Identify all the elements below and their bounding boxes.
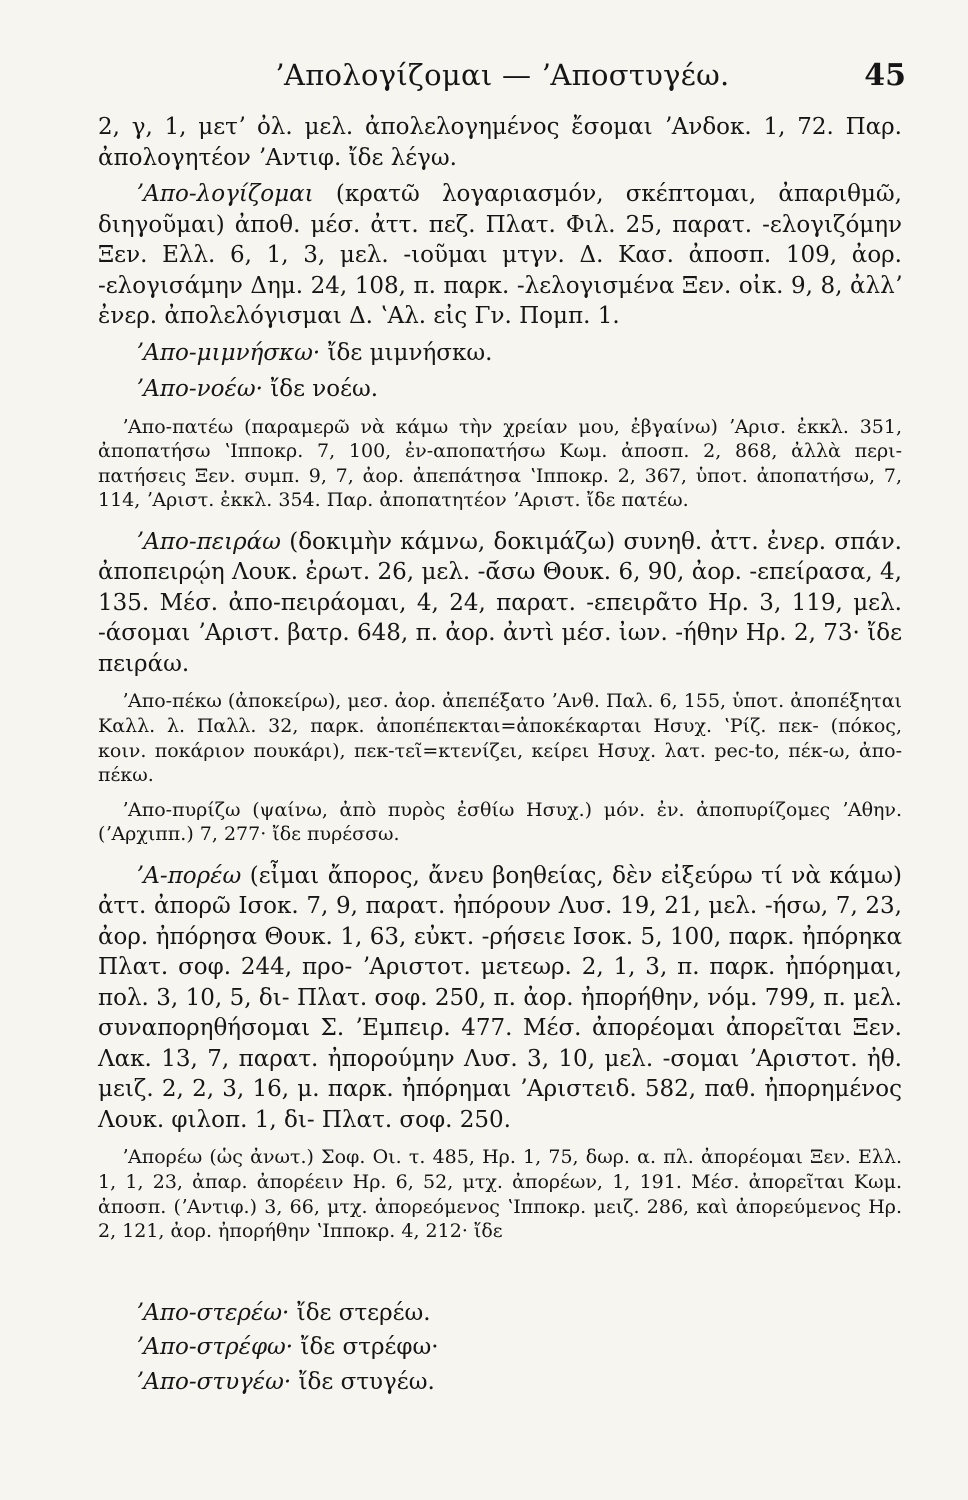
entries-column [98, 112, 902, 1397]
entry-text: (δοκιμὴν κάμνω, δοκιμάζω) συνηθ. ἀττ. ἐνερ. σπάν. ἀποπειρῴη Λουκ. ἐρωτ. 26, μελ. -ᾱ́σω Θουκ. 6, 90, ἀορ. -επείρασα, 4, 135. Μέσ. ἀπο-πειράομαι, 4, 24, παρατ. -επειρᾶτο Ηρ. 3, 119, μελ. -άσομαι ʼΑριστ. βατρ. 648, π. ἀορ. ἀντὶ μέσ. ἰων. -ήθην Ηρ. 2, 73· ἴδε πειράω. [98, 528, 902, 677]
entry-headword: ʼΑπο-νοέω· [136, 376, 263, 402]
entry-aporeo [98, 861, 902, 1136]
entry-continuation [98, 112, 902, 173]
entry-text: ἴδε νοέω. [262, 376, 379, 402]
entry-apomimnesko [98, 338, 902, 369]
entry-text: ἴδε στερέω. [289, 1299, 431, 1326]
entry-text: ʼΑπο-πέκω (ἀποκείρω), μεσ. ἀορ. ἀπεπέξατο ʼΑνθ. Παλ. 6, 155, ὑποτ. ἀποπέξηται Καλλ. λ. Παλλ. 32, παρκ. ἀποπέπεκται=ἀποκέκαρται Ησυχ. ʽΡίζ. πεκ- (πόκος, κοιν. ποκάριον πουκάρι), πεκ-τεῖ=κτενίζει, κείρει Ησυχ. λατ. pec-to, πέκ-ω, ἀπο-πέκω. [98, 690, 902, 787]
entry-text: ἴδε στυγέω. [291, 1368, 435, 1395]
entry-apopeirao [98, 527, 902, 680]
entry-apostereo [98, 1298, 902, 1329]
entry-headword: ʼΑπο-μιμνήσκω· [136, 339, 321, 366]
entry-headword: ʼΑπο-στυγέω· [136, 1368, 292, 1395]
entry-apologizomai [98, 179, 902, 332]
entry-text: ʼΑπο-πατέω (παραμερῶ νὰ κάμω τὴν χρείαν μου, ἐβγαίνω) ʼΑρισ. ἐκκλ. 351, ἀποπατήσω ʽΙπποκρ. 7, 100, ἐν-αποπατήσω Κωμ. ἀποσπ. 2, 868, ἀλλὰ περι-πατήσεις Ξεν. συμπ. 9, 7, ἀορ. ἀπεπάτησα ʽΙπποκρ. 2, 367, ὑποτ. ἀποπατήσω, 7, 114, ʼΑριστ. ἐκκλ. 354. Παρ. ἀποπατητέον ʼΑριστ. ἴδε πατέω. [98, 415, 902, 512]
entry-apopateo [98, 415, 902, 513]
entry-text: ἴδε μιμνήσκω. [320, 339, 493, 366]
entry-headword: ʼΑπο-στρέφω· [136, 1334, 294, 1361]
entry-aporeo-ionic [98, 1145, 902, 1243]
entry-apopeko [98, 689, 902, 787]
entry-text: ἴδε στρέφω· [293, 1334, 439, 1361]
entry-apopyrizo [98, 798, 902, 847]
page-number: 45 [864, 58, 906, 93]
entry-text: 2, γ, 1, μετʼ ὀλ. μελ. ἀπολελογημένος ἔσομαι ʼΑνδοκ. 1, 72. Παρ. ἀπολογητέον ʼΑντιφ. ἴδε λέγω. [98, 114, 902, 171]
entry-text: (κρατῶ λογαριασμόν, σκέπτομαι, ἀπαριθμῶ, διηγοῦμαι) ἀποθ. μέσ. ἀττ. πεζ. Πλατ. Φιλ. 25, παρατ. -ελογιζόμην Ξεν. Ελλ. 6, 1, 3, μελ. -ιοῦμαι μτγν. Δ. Κασ. ἀποσπ. 109, ἀορ. -ελογισάμην Δημ. 24, 108, π. παρκ. -λελογισμένα Ξεν. οἰκ. 9, 8, ἀλλʼ ἐνερ. ἀπολελόγισμαι Δ. ʽΑλ. εἰς Γν. Πομπ. 1. [98, 181, 902, 329]
entry-text: ʼΑπο-πυρίζω (ψαίνω, ἀπὸ πυρὸς ἐσθίω Ησυχ.) μόν. ἐν. ἀποπυρίζομες ʼΑθην. (ʼΑρχιππ.) 7, 277· ἴδε πυρέσσω. [98, 798, 902, 846]
entry-apostygeo [98, 1367, 902, 1398]
entry-headword: ʼΑπο-στερέω· [136, 1299, 290, 1326]
page-header [98, 58, 906, 98]
running-title: ʼΑπολογίζομαι — ʼΑποστυγέω. [274, 58, 730, 92]
entry-text: ʼΑπορέω (ὡς ἀνωτ.) Σοφ. Οι. τ. 485, Ηρ. 1, 75, δωρ. α. πλ. ἀπορέομαι Ξεν. Ελλ. 1, 1, 23, ἀπαρ. ἀπορέειν Ηρ. 6, 52, μτχ. ἀπορέων, 1, 191. Μέσ. ἀπορεῖται Κωμ. ἀποσπ. (ʼΑντιφ.) 3, 66, μτχ. ἀπορεόμενος ʽΙπποκρ. μειζ. 286, καὶ ἀπορεύμενος Ηρ. 2, 121, ἀορ. ἠπορήθην ʽΙπποκρ. 4, 212· ἴδε [98, 1146, 902, 1243]
entry-headword: ʼΑπο-λογίζομαι [136, 181, 314, 207]
entry-aponoeo [98, 374, 902, 405]
entry-headword: ʼΑπο-πειράω [136, 528, 281, 555]
entry-apostrepho [98, 1332, 902, 1363]
entry-text: (εἶμαι ἄπορος, ἄνευ βοηθείας, δὲν εἰξεύρω τί νὰ κάμω) ἀττ. ἀπορῶ Ισοκ. 7, 9, παρατ. ἠπόρουν Λυσ. 19, 21, μελ. -ήσω, 7, 23, ἀορ. ἠπόρησα Θουκ. 1, 63, εὐκτ. -ρήσειε Ισοκ. 5, 100, παρκ. ἠπόρηκα Πλατ. σοφ. 244, προ- ʼΑριστοτ. μετεωρ. 2, 1, 3, π. παρκ. ἠπόρημαι, πολ. 3, 10, 5, δι- Πλατ. σοφ. 250, π. ἀορ. ἠπορήθην, νόμ. 799, π. μελ. συναπορηθήσομαι Σ. ʼΕμπειρ. 477. Μέσ. ἀπορέομαι ἀπορεῖται Ξεν. Λακ. 13, 7, παρατ. ἠπορούμην Λυσ. 3, 10, μελ. -σομαι ʼΑριστοτ. ἠθ. μειζ. 2, 2, 3, 16, μ. παρκ. ἠπόρημαι ʼΑριστειδ. 582, παθ. ἠπορημένος Λουκ. φιλοπ. 1, δι- Πλατ. σοφ. 250. [98, 862, 902, 1133]
entry-headword: ʼΑ-πορέω [136, 862, 242, 889]
